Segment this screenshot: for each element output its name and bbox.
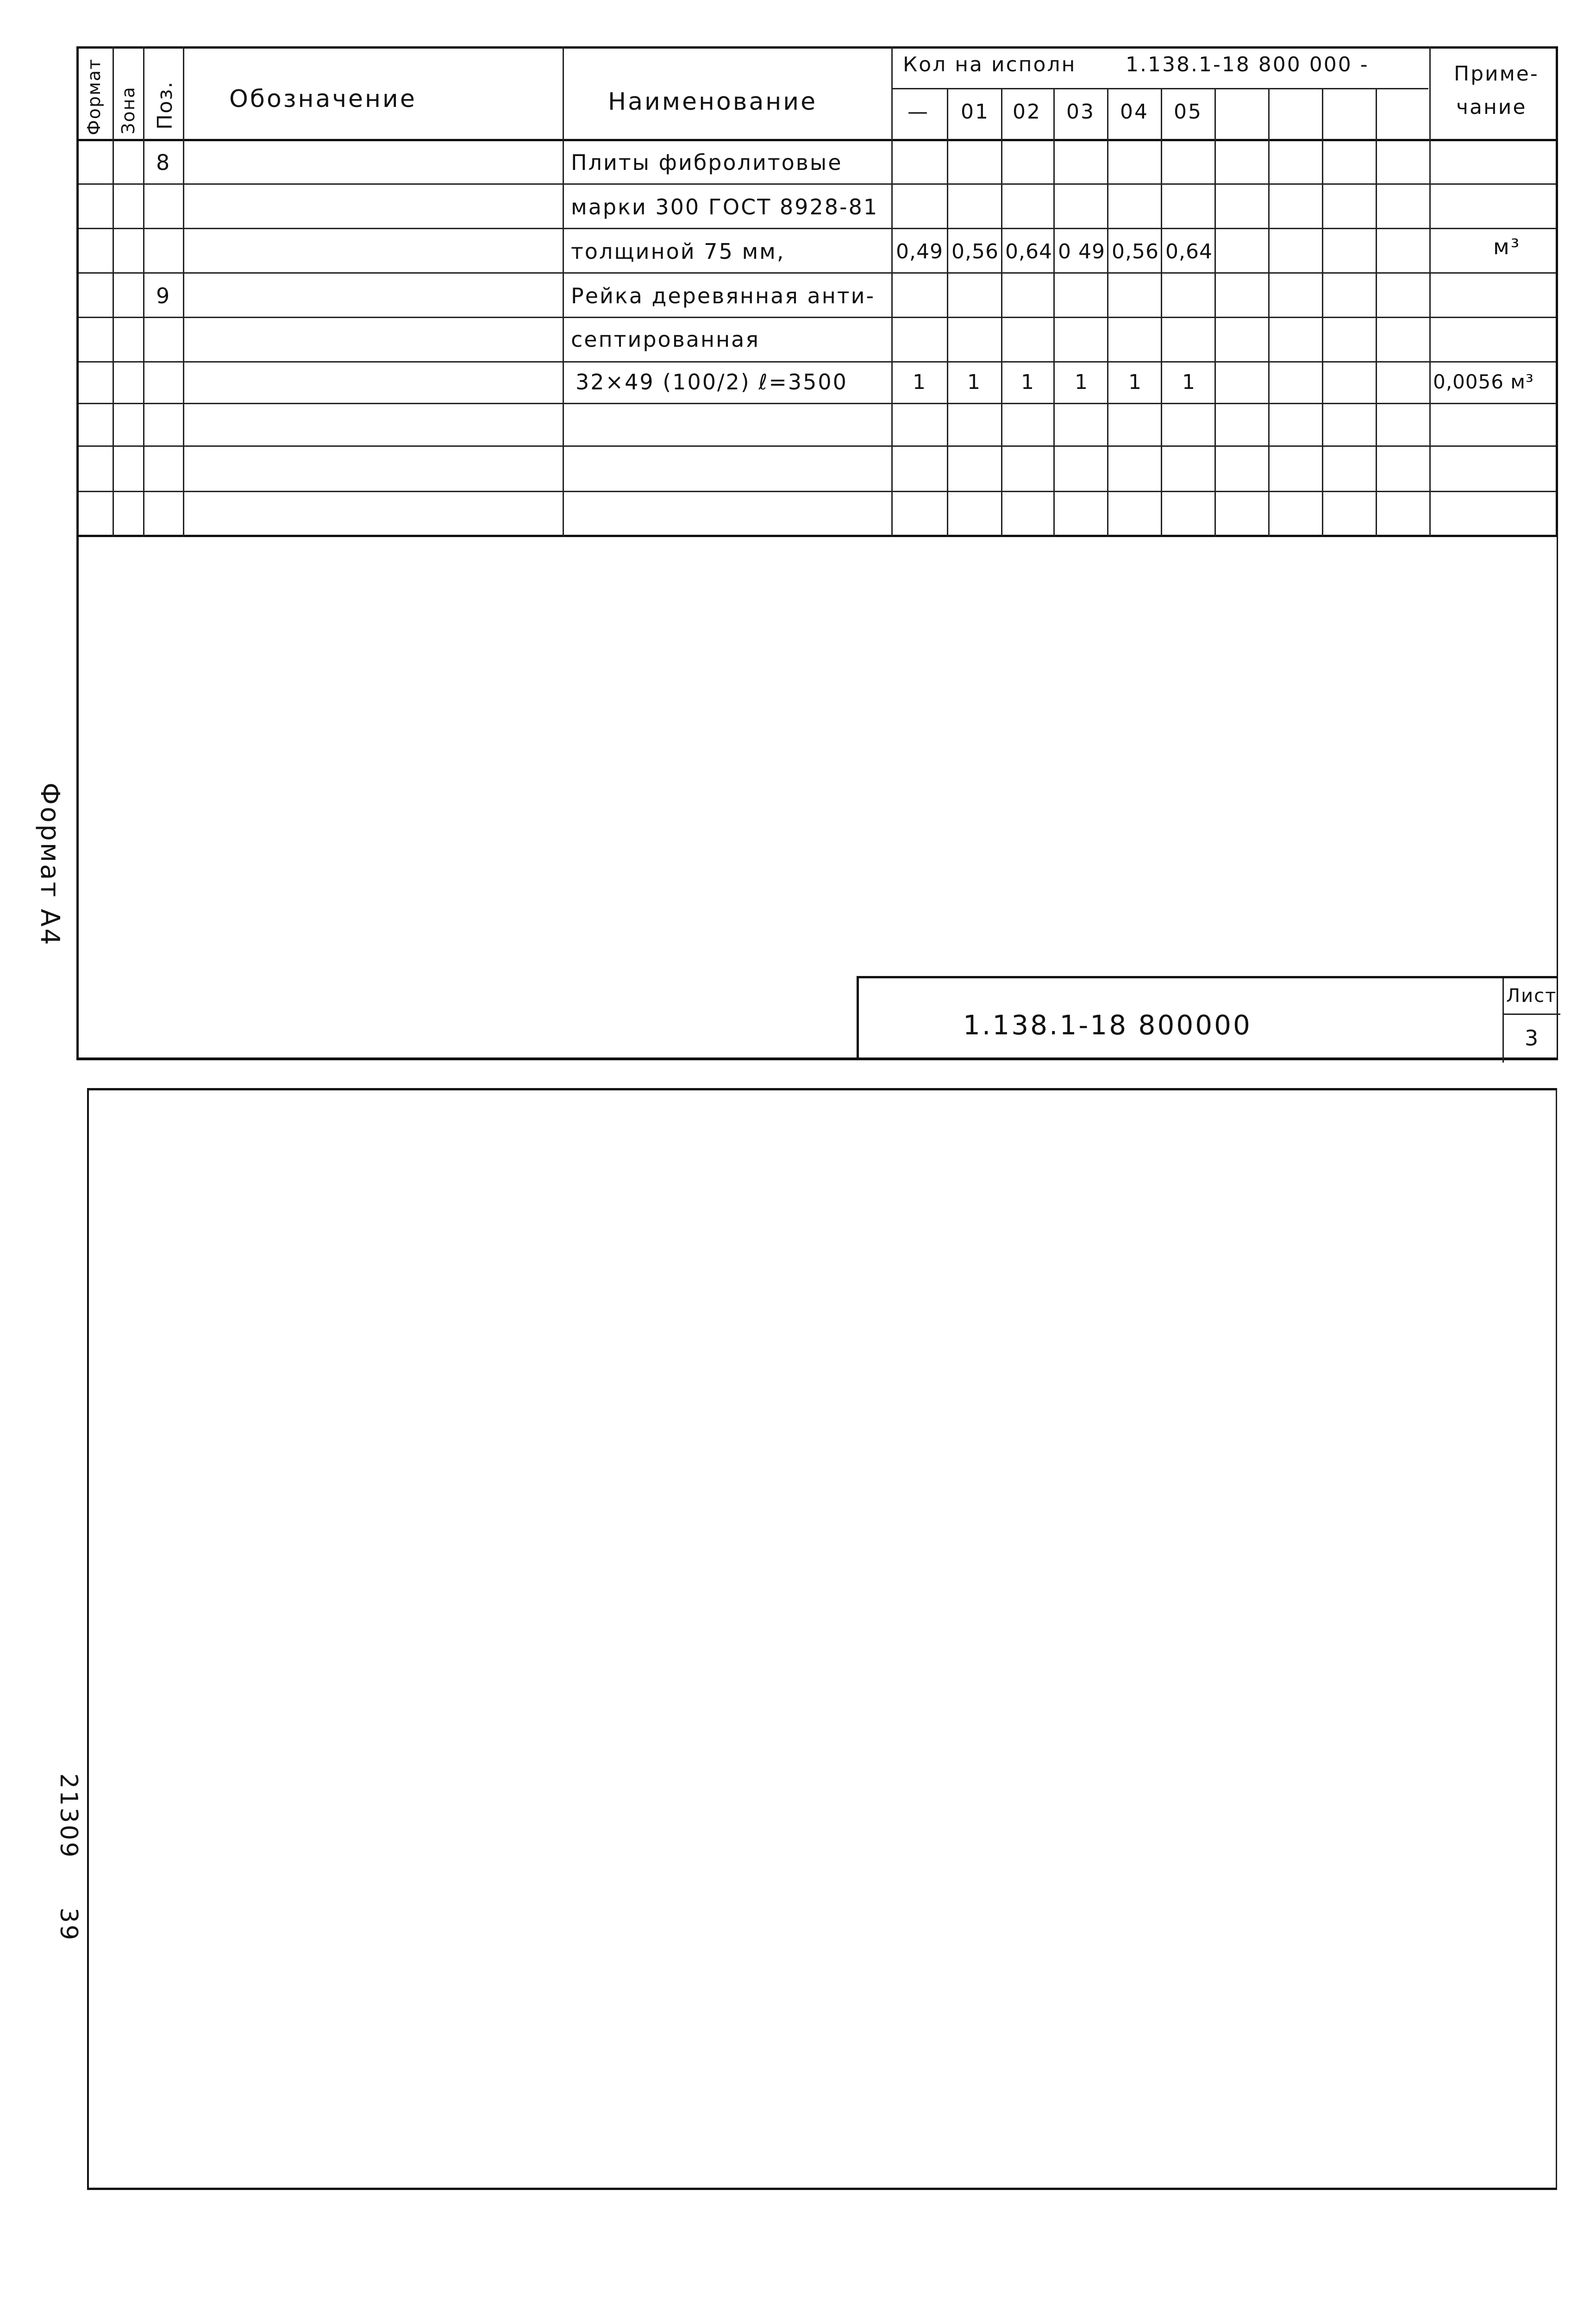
table-bottom-border	[76, 535, 1558, 537]
col-line-v8	[1376, 88, 1377, 537]
inventory-sheet: 39	[55, 1908, 82, 1942]
col-line-right	[1556, 46, 1558, 537]
header-zone: Зона	[118, 86, 138, 134]
row-4-name: Рейка деревянная анти-	[571, 283, 876, 308]
variant-header-4: 04	[1120, 100, 1149, 124]
row-3-qty-1: 0,56	[951, 240, 999, 263]
stamp-sheet-number: 3	[1525, 1026, 1539, 1051]
col-line-v3	[1107, 88, 1108, 537]
specification-table	[76, 46, 1558, 537]
stamp-divider-v	[1502, 978, 1504, 1063]
variant-header-3: 03	[1066, 100, 1095, 124]
row-3-qty-0: 0,49	[896, 240, 943, 263]
table-top-border	[76, 46, 1558, 49]
header-name: Наименование	[608, 88, 818, 116]
row-line-4	[76, 317, 1558, 318]
inventory-number: 21309	[55, 1773, 82, 1859]
header-pos: Поз.	[153, 81, 177, 130]
variant-header-0: —	[908, 100, 929, 124]
format-side-label: Формат А4	[35, 782, 65, 947]
row-3-note: м³	[1493, 234, 1521, 259]
col-line-left	[76, 46, 79, 537]
col-line-zone	[143, 46, 144, 537]
row-line-6	[76, 403, 1558, 404]
col-line-v4	[1161, 88, 1162, 537]
col-line-designation	[563, 46, 564, 537]
row-4-pos: 9	[156, 283, 171, 308]
row-6-qty-1: 1	[967, 370, 981, 394]
row-2-name: марки 300 ГОСТ 8928-81	[571, 194, 879, 219]
col-line-v1	[1001, 88, 1002, 537]
header-qty-code: 1.138.1-18 800 000 -	[1126, 53, 1369, 76]
header-format: Формат	[84, 58, 104, 135]
row-6-qty-3: 1	[1075, 370, 1088, 394]
variant-header-5: 05	[1174, 100, 1202, 124]
row-6-qty-5: 1	[1182, 370, 1195, 394]
col-line-pos	[183, 46, 184, 537]
col-line-v7	[1322, 88, 1323, 537]
col-line-name	[891, 46, 893, 537]
col-line-qty-end	[1429, 46, 1431, 537]
col-line-format	[113, 46, 114, 537]
row-line-2	[76, 228, 1558, 229]
variant-header-divider	[891, 88, 1428, 89]
row-6-qty-0: 1	[913, 370, 926, 394]
col-line-v5	[1214, 88, 1216, 537]
header-bottom-border	[76, 139, 1558, 141]
row-6-name: 32×49 (100/2) ℓ=3500	[576, 369, 848, 394]
variant-header-2: 02	[1013, 100, 1041, 124]
row-3-qty-2: 0,64	[1005, 240, 1052, 263]
row-line-5	[76, 361, 1558, 363]
col-line-v0	[947, 88, 948, 537]
row-3-qty-3: 0 49	[1058, 240, 1105, 263]
col-line-v2	[1053, 88, 1055, 537]
row-line-1	[76, 183, 1558, 185]
header-qty-title: Кол на исполн	[903, 53, 1077, 76]
header-designation: Обозначение	[229, 85, 417, 113]
col-line-v6	[1268, 88, 1270, 537]
stamp-sheet-label: Лист	[1506, 985, 1557, 1007]
row-6-note: 0,0056 м³	[1433, 370, 1534, 393]
stamp-divider-h	[1502, 1014, 1560, 1015]
stamp-doc-code: 1.138.1-18 800000	[963, 1009, 1252, 1041]
row-3-qty-4: 0,56	[1112, 240, 1159, 263]
row-line-8	[76, 491, 1558, 492]
variant-header-1: 01	[961, 100, 989, 124]
row-3-name: толщиной 75 мм,	[571, 239, 785, 264]
row-1-pos: 8	[156, 150, 171, 175]
header-note-line1: Приме-	[1454, 62, 1539, 86]
row-5-name: септированная	[571, 327, 760, 352]
row-line-7	[76, 445, 1558, 447]
header-note-line2: чание	[1456, 95, 1527, 119]
row-6-qty-4: 1	[1128, 370, 1142, 394]
blank-sheet-frame	[87, 1088, 1557, 2190]
row-6-qty-2: 1	[1021, 370, 1034, 394]
row-line-3	[76, 272, 1558, 274]
title-block	[857, 976, 1558, 1060]
row-1-name: Плиты фибролитовые	[571, 150, 843, 175]
row-3-qty-5: 0,64	[1165, 240, 1213, 263]
